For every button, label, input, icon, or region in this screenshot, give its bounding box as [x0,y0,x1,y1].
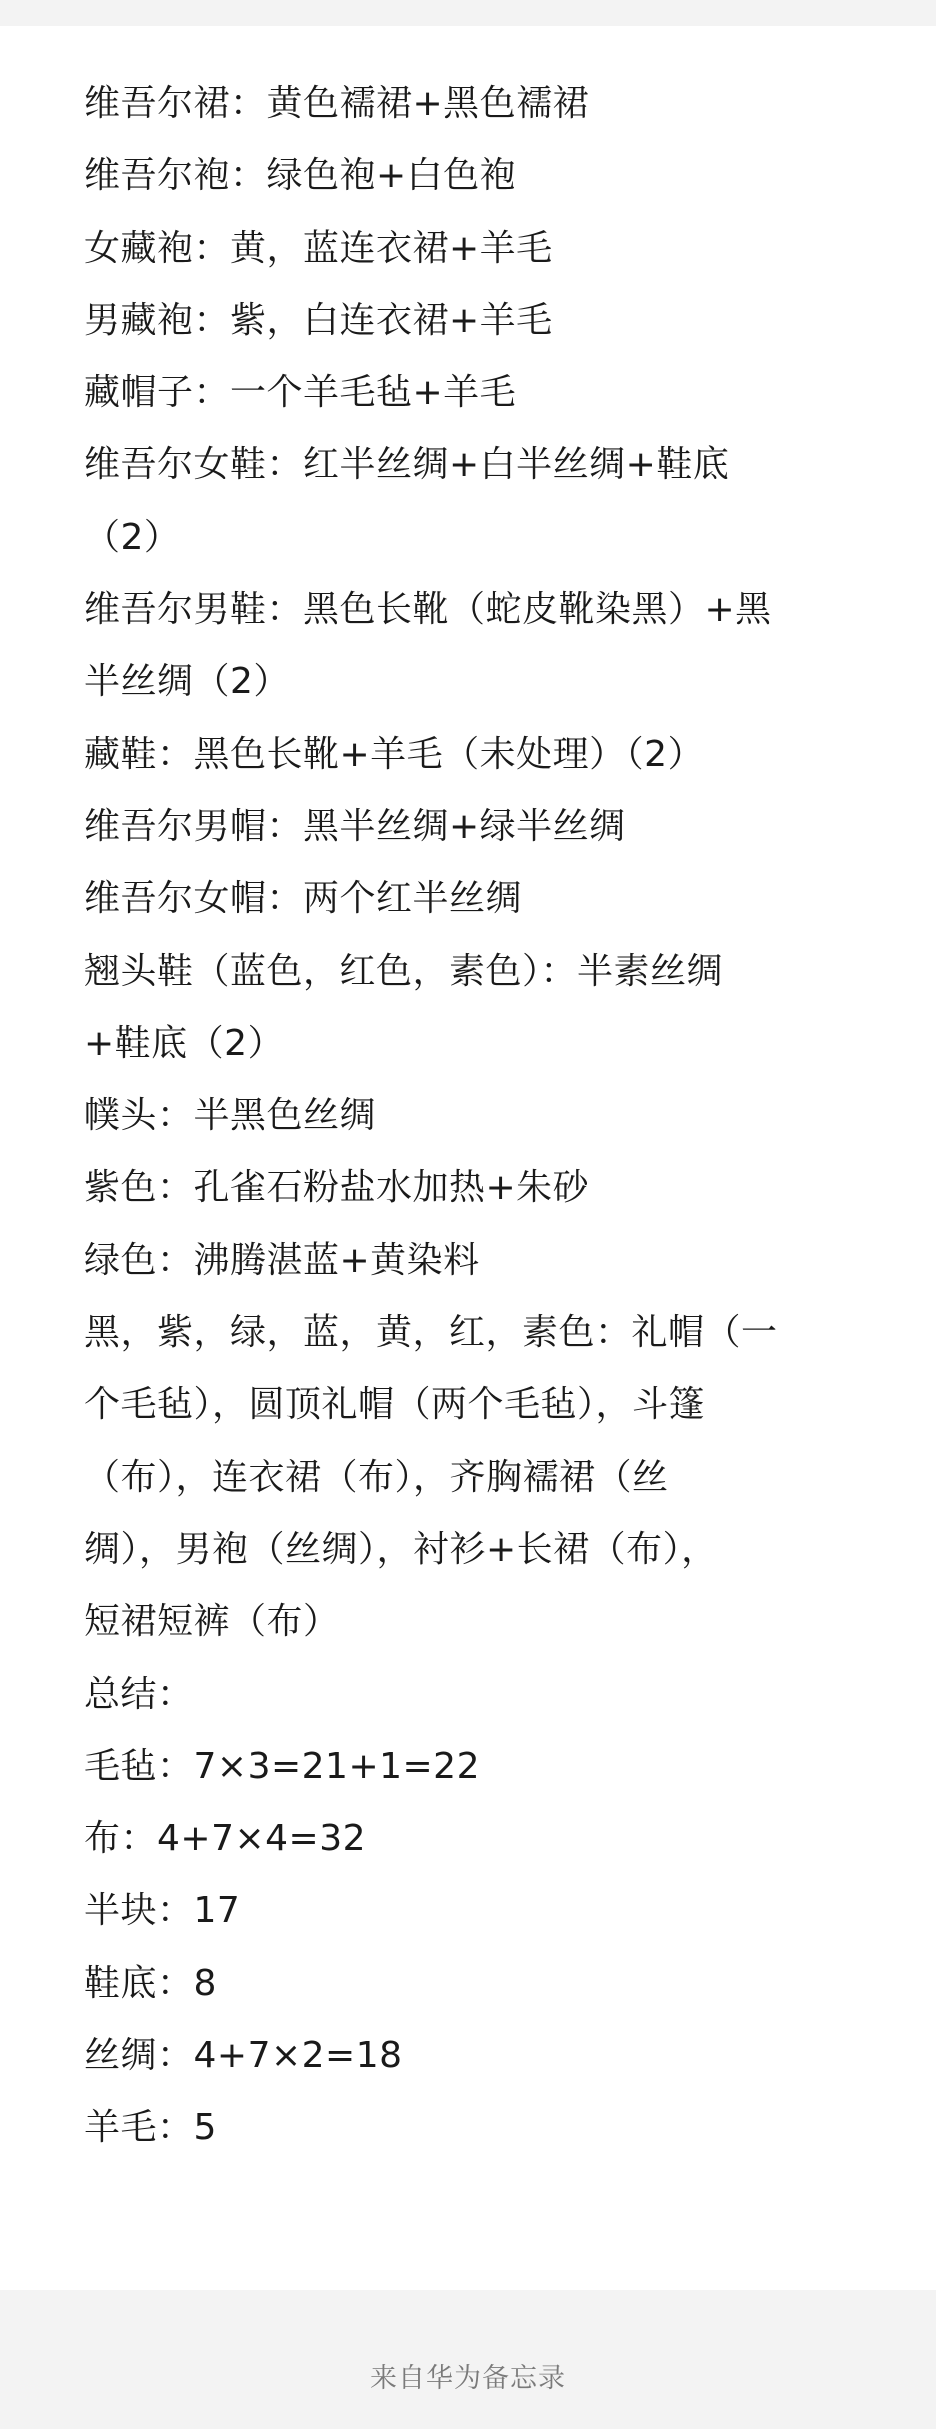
note-line: 毛毡：7×3=21+1=22 [84,1745,480,1787]
note-line: 绸），男袍（丝绸），衬衫+长裙（布）， [84,1528,718,1570]
note-line: 黑，紫，绿，蓝，黄，红，素色：礼帽（一 [84,1312,778,1354]
note-line: 半丝绸（2） [84,661,290,703]
note-line: 个毛毡），圆顶礼帽（两个毛毡），斗篷 [84,1384,706,1426]
note-body[interactable] [84,68,874,2165]
note-line: 男藏袍：紫，白连衣裙+羊毛 [84,299,553,341]
note-line: 维吾尔袍：绿色袍+白色袍 [84,155,517,197]
note-line: 维吾尔男帽：黑半丝绸+绿半丝绸 [84,805,626,847]
note-line: 藏鞋：黑色长靴+羊毛（未处理）（2） [84,733,705,775]
note-line: 维吾尔女帽：两个红半丝绸 [84,878,523,920]
footer-source-label: 来自华为备忘录 [370,2363,566,2394]
note-line: 总结： [84,1673,194,1715]
note-line: 半块：17 [84,1890,241,1932]
note-line: 幞头：半黑色丝绸 [84,1095,377,1137]
note-line: （2） [84,516,181,558]
footer [0,2290,936,2429]
note-page [0,26,936,2290]
note-line: 维吾尔女鞋：红半丝绸+白半丝绸+鞋底 [84,444,730,486]
note-line: 丝绸：4+7×2=18 [84,2035,403,2077]
note-line: 布：4+7×4=32 [84,1818,367,1860]
note-line: 维吾尔男鞋：黑色长靴（蛇皮靴染黑）+黑 [84,589,772,631]
note-line: 紫色：孔雀石粉盐水加热+朱砂 [84,1167,590,1209]
note-line: （布），连衣裙（布），齐胸襦裙（丝 [84,1456,669,1498]
note-line: +鞋底（2） [84,1022,285,1064]
note-line: 女藏袍：黄，蓝连衣裙+羊毛 [84,227,553,269]
note-line: 短裙短裤（布） [84,1601,340,1643]
note-line: 鞋底：8 [84,1962,217,2004]
note-line: 羊毛：5 [84,2107,217,2149]
note-line: 维吾尔裙：黄色襦裙+黑色襦裙 [84,83,590,124]
note-line: 藏帽子：一个羊毛毡+羊毛 [84,372,517,414]
note-line: 翘头鞋（蓝色，红色，素色）：半素丝绸 [84,950,724,992]
note-line: 绿色：沸腾湛蓝+黄染料 [84,1239,480,1281]
